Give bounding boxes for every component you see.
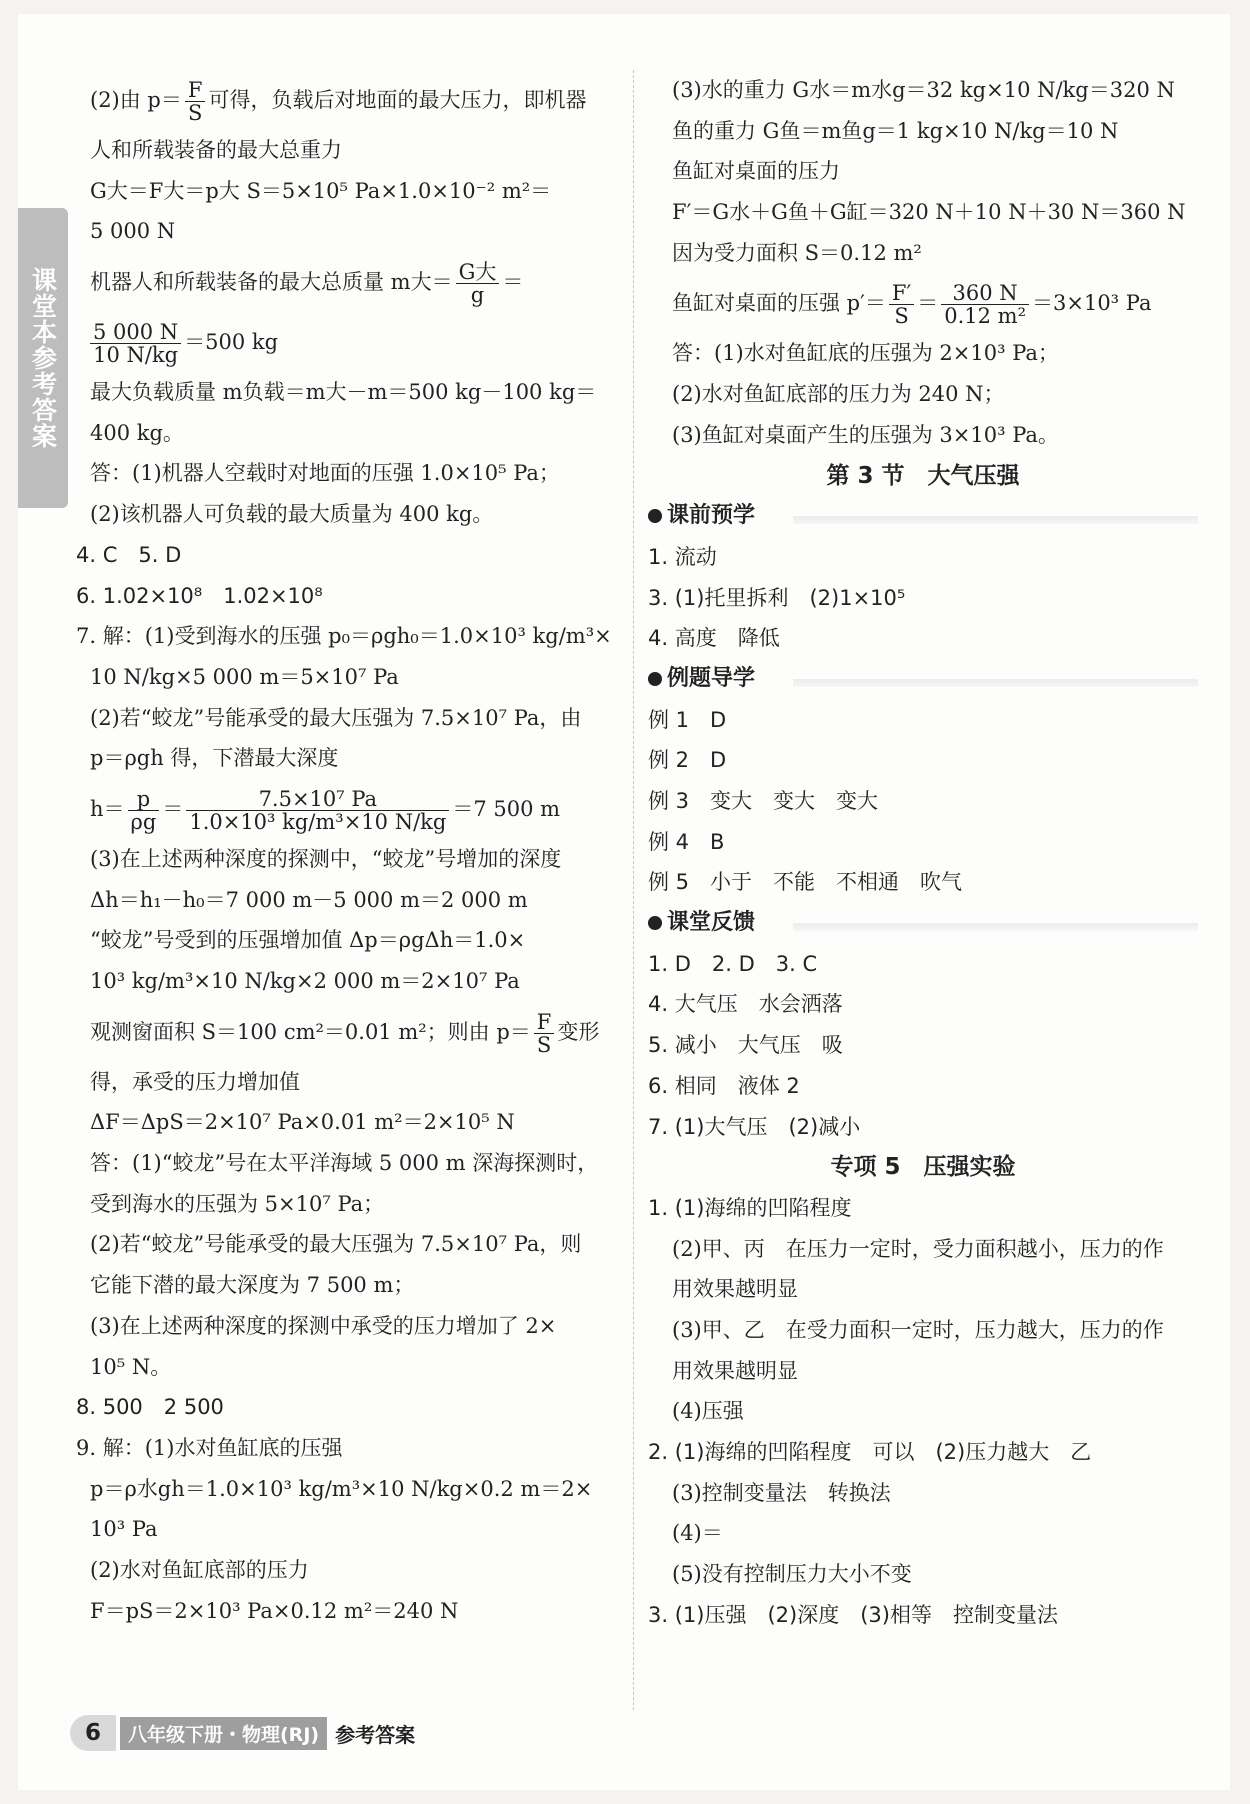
text-line: 400 kg。	[90, 420, 184, 445]
text-line: “蛟龙”号受到的压强增加值 Δp＝ρgΔh＝1.0×	[90, 928, 526, 953]
side-tab: 课堂本参考答案	[18, 208, 68, 508]
bullet-dot-icon	[648, 509, 662, 523]
text-line: p＝ρgh 得，下潜最大深度	[90, 746, 339, 771]
text-line: h＝ $\frac{p}{\rho g}$ ＝ $\frac{\text{7.5×10⁷ Pa}}{\text{1.0×10³ kg/m³×10 N/kg}}$ ＝7 500 m	[90, 786, 561, 834]
answer-line: 9. 解：(1)水对鱼缸底的压强	[76, 1435, 343, 1460]
left-column	[76, 70, 625, 1631]
text-line: 10⁵ N。	[90, 1354, 172, 1379]
text-line: (4)＝	[672, 1521, 723, 1546]
answer-line: 5. 减小 大气压 吸	[648, 1033, 843, 1058]
text-line: 因为受力面积 S＝0.12 m²	[672, 240, 922, 265]
text-line: 答：(1)“蛟龙”号在太平洋海域 5 000 m 深海探测时，	[90, 1151, 599, 1176]
right-column	[648, 70, 1198, 1635]
text-line: F＝pS＝2×10³ Pa×0.12 m²＝240 N	[90, 1598, 459, 1623]
answer-line: 3. (1)压强 (2)深度 (3)相等 控制变量法	[648, 1602, 1058, 1627]
text-line: 最大负载质量 m负载＝m大－m＝500 kg－100 kg＝	[90, 380, 597, 405]
text-line: 5 000 N	[90, 219, 176, 244]
text-line: (2)若“蛟龙”号能承受的最大压强为 7.5×10⁷ Pa，则	[90, 1232, 582, 1257]
text-line: 10 N/kg×5 000 m＝5×10⁷ Pa	[90, 664, 399, 689]
answer-line: 6. 相同 液体 2	[648, 1073, 800, 1098]
text-line: 鱼的重力 G鱼＝m鱼g＝1 kg×10 N/kg＝10 N	[672, 118, 1119, 143]
text-line: ΔF＝ΔpS＝2×10⁷ Pa×0.01 m²＝2×10⁵ N	[90, 1110, 515, 1135]
column-divider	[633, 70, 634, 1710]
answer-line: 例 5 小于 不能 不相通 吹气	[648, 870, 963, 895]
text-line: 机器人和所载装备的最大总质量 m大＝ $\frac{\text{G大}}{g}$ ＝	[90, 260, 524, 308]
text-line: (3)在上述两种深度的探测中，“蛟龙”号增加的深度	[90, 846, 562, 871]
text-line: (2)由 p＝ $\frac{F}{S}$ 可得，负载后对地面的最大压力，即机器	[90, 78, 587, 125]
text-line: 鱼缸对桌面的压力	[672, 159, 840, 184]
page-number: 6	[70, 1715, 116, 1751]
text-line: $\frac{5 000 N}{10 N/kg}$ ＝500 kg	[90, 312, 625, 372]
text-line: 受到海水的压强为 5×10⁷ Pa；	[90, 1191, 385, 1216]
answer-line: 4. 高度 降低	[648, 626, 780, 651]
header-rule	[793, 679, 1198, 687]
bullet-dot-icon	[648, 916, 662, 930]
fraction: $\frac{360 N}{\text{0.12 m²}}$	[941, 282, 1029, 327]
page-footer	[70, 1715, 415, 1751]
text-line: 10³ Pa	[90, 1517, 158, 1542]
fraction: $\frac{F}{S}$	[534, 1011, 555, 1056]
text-line: (3)水的重力 G水＝m水g＝32 kg×10 N/kg＝320 N	[672, 78, 1175, 102]
text-line: (3)在上述两种深度的探测中承受的压力增加了 2×	[90, 1313, 557, 1338]
answer-line: 7. 解：(1)受到海水的压强 p₀＝ρgh₀＝1.0×10³ kg/m³×	[76, 624, 612, 649]
text-line: (4)压强	[672, 1399, 744, 1424]
answer-label: 参考答案	[335, 1722, 416, 1747]
book-label: 八年级下册・物理(RJ)	[120, 1717, 327, 1750]
text-line: G大＝F大＝p大 S＝5×10⁵ Pa×1.0×10⁻² m²＝	[90, 178, 552, 203]
text-line: 用效果越明显	[672, 1358, 798, 1383]
header-rule	[793, 516, 1198, 524]
text-line: 它能下潜的最大深度为 7 500 m；	[90, 1273, 415, 1298]
text-line: 观测窗面积 S＝100 cm²＝0.01 m²；则由 p＝ $\frac{F}{S}$ 变形	[90, 1009, 600, 1057]
answer-line: 4. C 5. D	[76, 542, 182, 567]
text-line: 答：(1)水对鱼缸底的压强为 2×10³ Pa；	[672, 341, 1059, 366]
text-line: (2)甲、丙 在压力一定时，受力面积越小，压力的作	[672, 1236, 1164, 1261]
header-rule	[793, 923, 1198, 931]
fraction: $\frac{F'}{S}$	[889, 282, 914, 327]
text-line: 答：(1)机器人空载时对地面的压强 1.0×10⁵ Pa；	[90, 461, 560, 486]
text-line: (3)控制变量法 转换法	[672, 1480, 891, 1505]
answer-line: 3. (1)托里拆利 (2)1×10⁵	[648, 585, 906, 610]
text-line: Δh＝h₁－h₀＝7 000 m－5 000 m＝2 000 m	[90, 887, 528, 912]
text-line: (3)鱼缸对桌面产生的压强为 3×10³ Pa。	[672, 422, 1059, 447]
answer-line: 2. (1)海绵的凹陷程度 可以 (2)压力越大 乙	[648, 1440, 1092, 1464]
answer-line: 例 1 D	[648, 707, 727, 732]
subsection-feedback: 课堂反馈	[648, 903, 1198, 944]
answer-line: 1. D 2. D 3. C	[648, 951, 818, 976]
section-title: 第 3 节 大气压强	[826, 462, 1020, 489]
answer-line: 4. 大气压 水会洒落	[648, 992, 843, 1017]
answer-line: 8. 500 2 500	[76, 1395, 224, 1420]
answer-line: 例 3 变大 变大 变大	[648, 789, 879, 813]
answer-line: 例 4 B	[648, 829, 725, 854]
text-line: 10³ kg/m³×10 N/kg×2 000 m＝2×10⁷ Pa	[90, 969, 520, 993]
text-line: 得，承受的压力增加值	[90, 1069, 300, 1094]
fraction: $\frac{p}{\rho g}$	[128, 788, 160, 833]
subsection-preview: 课前预学	[648, 496, 1198, 537]
fraction: $\frac{\text{7.5×10⁷ Pa}}{\text{1.0×10³ kg/m³×10 N/kg}}$	[186, 788, 449, 833]
answer-line: 1. 流动	[648, 544, 717, 569]
text-line: (2)水对鱼缸底部的压力为 240 N；	[672, 382, 1005, 407]
subsection-examples: 例题导学	[648, 659, 1198, 700]
text-line: (3)甲、乙 在受力面积一定时，压力越大，压力的作	[672, 1317, 1164, 1342]
text-line: p＝ρ水gh＝1.0×10³ kg/m³×10 N/kg×0.2 m＝2×	[90, 1476, 593, 1501]
text-line: F′＝G水＋G鱼＋G缸＝320 N＋10 N＋30 N＝360 N	[672, 200, 1186, 225]
answer-line: 1. (1)海绵的凹陷程度	[648, 1195, 852, 1220]
fraction: $\frac{\text{G大}}{g}$	[456, 261, 500, 306]
fraction: $\frac{5 000 N}{10 N/kg}$	[90, 321, 181, 366]
answer-line: 7. (1)大气压 (2)减小	[648, 1114, 861, 1139]
answer-line: 例 2 D	[648, 748, 727, 773]
text-line: 用效果越明显	[672, 1277, 798, 1302]
text-line: (2)水对鱼缸底部的压力	[90, 1557, 309, 1582]
text-line: (5)没有控制压力大小不变	[672, 1562, 912, 1587]
special-topic-title: 专项 5 压强实验	[830, 1154, 1016, 1181]
text-line: (2)该机器人可负载的最大质量为 400 kg。	[90, 502, 494, 527]
fraction: $\frac{F}{S}$	[185, 79, 206, 124]
bullet-dot-icon	[648, 672, 662, 686]
answer-line: 6. 1.02×10⁸ 1.02×10⁸	[76, 583, 323, 608]
text-line: (2)若“蛟龙”号能承受的最大压强为 7.5×10⁷ Pa，由	[90, 705, 582, 730]
text-line: 鱼缸对桌面的压强 p′＝ $\frac{F'}{S}$ ＝ $\frac{360 N}{\text{0.12 m²}}$ ＝3×10³ Pa	[672, 281, 1152, 329]
text-line: 人和所载装备的最大总重力	[90, 138, 342, 162]
